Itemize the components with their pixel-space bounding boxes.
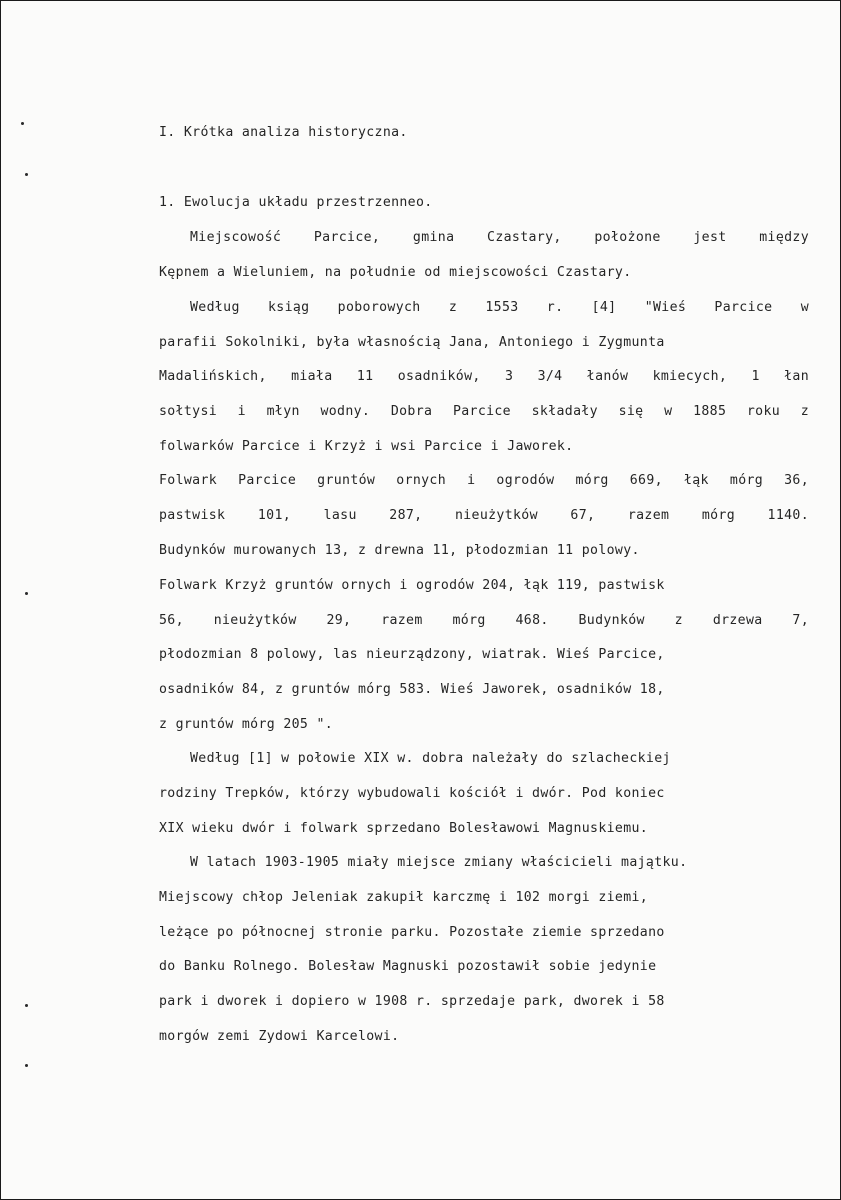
text-line: z gruntów mórg 205 ". [159, 717, 334, 732]
scan-speck [25, 1064, 28, 1067]
text-line: leżące po północnej stronie parku. Pozostałe ziemie sprzedano [159, 925, 665, 940]
text-line: osadników 84, z gruntów mórg 583. Wieś Jaworek, osadników 18, [159, 682, 665, 697]
text-line: Miejscowy chłop Jeleniak zakupił karczmę i 102 morgi ziemi, [159, 890, 649, 905]
text-line: Folwark Krzyż gruntów ornych i ogrodów 204, łąk 119, pastwisk [159, 578, 665, 593]
scan-speck [25, 592, 28, 595]
text-line: Miejscowość Parcice, gmina Czastary, położone jest między [190, 230, 809, 245]
text-line: park i dworek i dopiero w 1908 r. sprzedaje park, dworek i 58 [159, 994, 665, 1009]
scan-speck [25, 1004, 28, 1007]
scan-speck [25, 173, 28, 176]
subsection-heading: 1. Ewolucja układu przestrzenneo. [159, 195, 433, 210]
text-line: parafii Sokolniki, była własnością Jana, Antoniego i Zygmunta [159, 335, 665, 350]
text-line: płodozmian 8 polowy, las nieurządzony, wiatrak. Wieś Parcice, [159, 647, 665, 662]
text-line: do Banku Rolnego. Bolesław Magnuski pozostawił sobie jedynie [159, 959, 657, 974]
text-line: XIX wieku dwór i folwark sprzedano Bolesławowi Magnuskiemu. [159, 821, 649, 836]
text-line: folwarków Parcice i Krzyż i wsi Parcice i Jaworek. [159, 439, 574, 454]
text-line: W latach 1903-1905 miały miejsce zmiany właścicieli majątku. [190, 855, 688, 870]
text-line: rodziny Trepków, którzy wybudowali kościół i dwór. Pod koniec [159, 786, 665, 801]
text-line: pastwisk 101, lasu 287, nieużytków 67, razem mórg 1140. [159, 508, 809, 523]
text-line: Budynków murowanych 13, z drewna 11, płodozmian 11 polowy. [159, 543, 640, 558]
text-line: Według ksiąg poborowych z 1553 r. [4] "Wieś Parcice w [190, 300, 809, 315]
section-heading: I. Krótka analiza historyczna. [159, 125, 408, 140]
text-line: Madalińskich, miała 11 osadników, 3 3/4 łanów kmiecych, 1 łan [159, 369, 809, 384]
text-line: Według [1] w połowie XIX w. dobra należały do szlacheckiej [190, 751, 671, 766]
text-line: Folwark Parcice gruntów ornych i ogrodów mórg 669, łąk mórg 36, [159, 473, 809, 488]
scan-speck [21, 122, 24, 125]
text-line: morgów zemi Żydowi Karcelowi. [159, 1029, 400, 1044]
text-line: 56, nieużytków 29, razem mórg 468. Budynków z drzewa 7, [159, 613, 809, 628]
text-line: Kępnem a Wieluniem, na południe od miejscowości Czastary. [159, 265, 632, 280]
text-line: sołtysi i młyn wodny. Dobra Parcice składały się w 1885 roku z [159, 404, 809, 419]
